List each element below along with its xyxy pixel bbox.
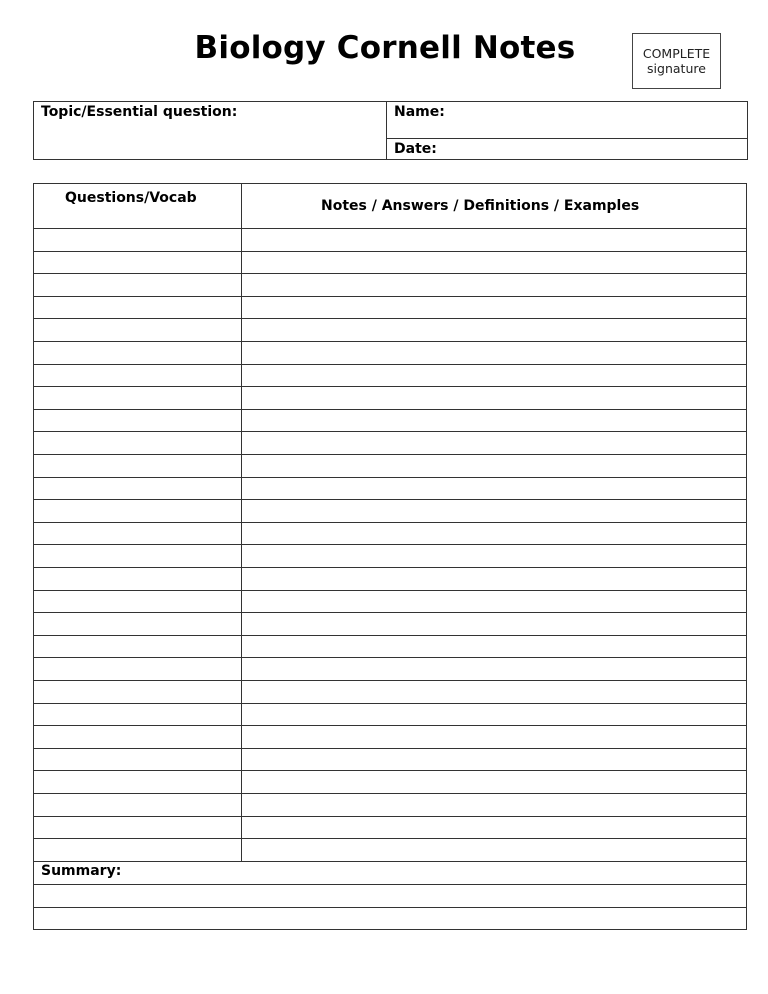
name-label: Name: <box>394 104 445 120</box>
questions-vocab-header: Questions/Vocab <box>65 190 197 206</box>
ruled-line <box>34 296 746 297</box>
ruled-line <box>34 409 746 410</box>
ruled-line <box>34 273 746 274</box>
ruled-line <box>34 251 746 252</box>
ruled-line <box>34 431 746 432</box>
ruled-line <box>34 454 746 455</box>
ruled-line <box>34 816 746 817</box>
notes-header: Notes / Answers / Definitions / Examples <box>321 198 640 214</box>
signature-box-line2: signature <box>647 61 706 76</box>
ruled-line <box>34 725 746 726</box>
signature-box <box>632 33 721 89</box>
ruled-line <box>34 544 746 545</box>
header-divider <box>386 102 387 159</box>
ruled-line <box>34 341 746 342</box>
page-title: Biology Cornell Notes <box>194 30 576 66</box>
ruled-line <box>34 386 746 387</box>
ruled-line <box>34 364 746 365</box>
ruled-line <box>34 657 746 658</box>
name-date-divider <box>386 138 747 139</box>
date-label: Date: <box>394 141 437 157</box>
header-info-box <box>33 101 748 160</box>
ruled-line <box>34 680 746 681</box>
ruled-line <box>34 838 746 839</box>
ruled-line <box>34 861 746 862</box>
ruled-line <box>34 793 746 794</box>
topic-label: Topic/Essential question: <box>41 104 238 120</box>
ruled-line <box>34 770 746 771</box>
ruled-line <box>34 907 746 908</box>
ruled-line <box>34 703 746 704</box>
ruled-line <box>34 477 746 478</box>
ruled-line <box>34 635 746 636</box>
ruled-line <box>34 748 746 749</box>
ruled-line <box>34 522 746 523</box>
summary-label: Summary: <box>41 863 122 879</box>
ruled-line <box>34 318 746 319</box>
notes-table <box>33 183 747 930</box>
ruled-line <box>34 590 746 591</box>
column-divider <box>241 184 242 862</box>
ruled-line <box>34 612 746 613</box>
ruled-line <box>34 567 746 568</box>
signature-box-line1: COMPLETE <box>642 46 711 61</box>
ruled-line <box>34 884 746 885</box>
table-header-rule <box>34 228 746 229</box>
ruled-line <box>34 499 746 500</box>
